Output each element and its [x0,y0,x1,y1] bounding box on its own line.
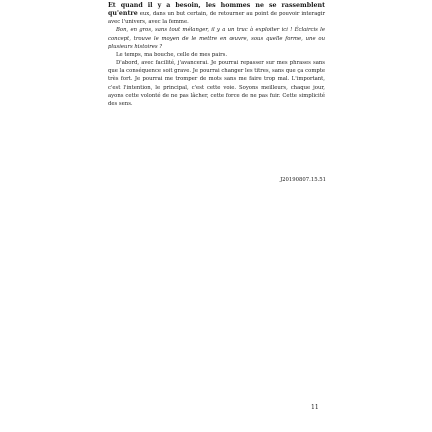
page-number: 11 [311,404,319,411]
date-signature: J20190807.15.51 [280,177,326,183]
paragraph-1-rest: eux, dans un but certain, de retourner au point de pouvoir interagir avec l'univers, avec la femme. [108,11,325,26]
paragraph-4: D'abord, avec facilité, j'avancerai. Je pourrai repasser sur mes phrases sans que la conséquence soit grave. Je pourrai changer les titres, sans que ça compte très fort. Je pourrai me tromper de mots sans me faire trop mal. L'important, c'est l'intention, le principal, c'est cette voie. Soyons meilleurs, chaque jour, ayons cette volonté de ne pas lâcher, cette force de ne pas fuir. Cette simplicité des sens. [108,60,325,107]
paragraph-2: Bon, en gros, sans tout mélanger, il y a un truc à exploiter ici ! Éclaircis le concept, trouve le moyen de le mettre en œuvre, sous quelle forme, une ou plusieurs histoires ? [108,27,325,50]
paragraph-1 [108,2,325,26]
paragraph-3: Le temps, ma bouche, celle de mes pairs. [116,51,228,58]
body-text [108,2,325,108]
paragraph-1-lead: Et quand il y a besoin, les hommes ne se rassemblent qu'entre [108,2,325,18]
